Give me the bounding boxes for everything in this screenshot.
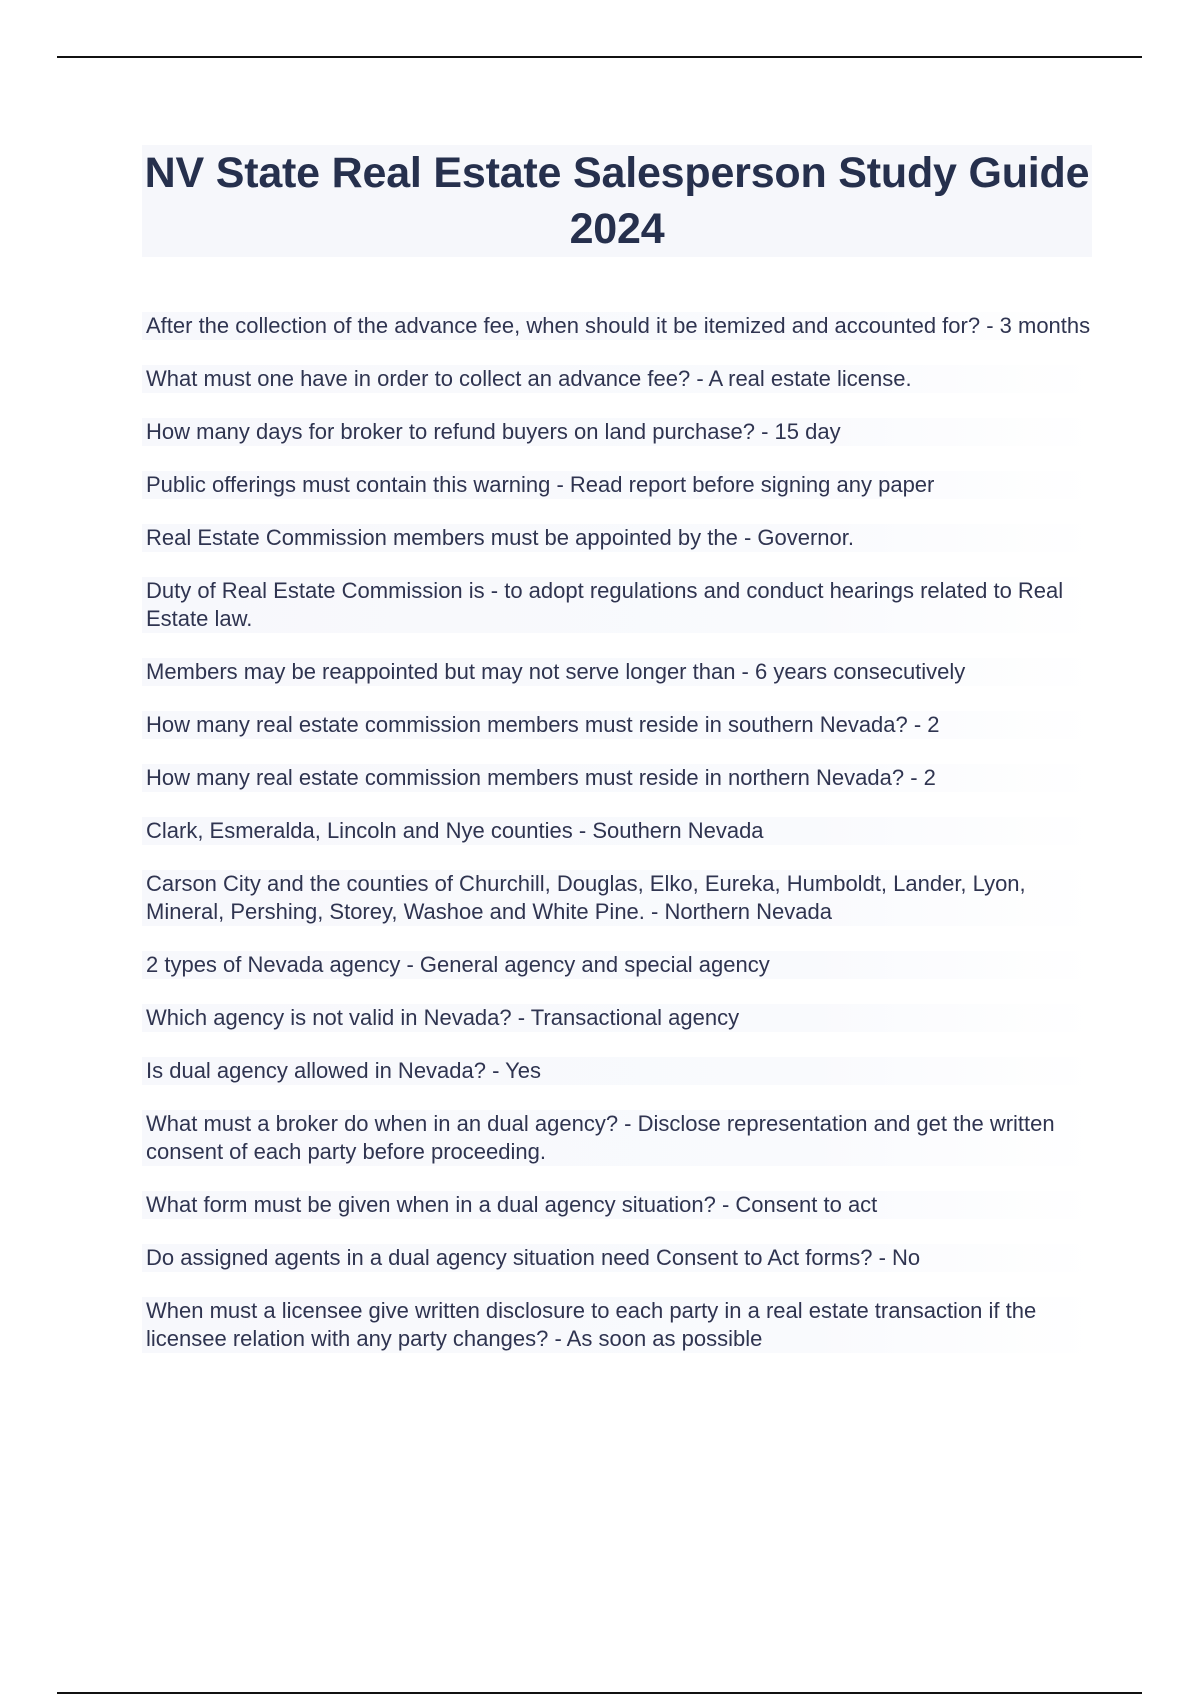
qa-text: Clark, Esmeralda, Lincoln and Nye counties - Southern Nevada bbox=[146, 818, 764, 843]
qa-text: How many real estate commission members must reside in northern Nevada? - 2 bbox=[146, 765, 936, 790]
qa-text: How many days for broker to refund buyers on land purchase? - 15 day bbox=[146, 419, 841, 444]
title-banner bbox=[142, 145, 1092, 257]
qa-item-14 bbox=[142, 1057, 1097, 1085]
qa-text: Is dual agency allowed in Nevada? - Yes bbox=[146, 1058, 542, 1083]
qa-item-11 bbox=[142, 870, 1097, 926]
qa-text: Carson City and the counties of Churchill, Douglas, Elko, Eureka, Humboldt, Lander, Lyon, Mineral, Pershing, Storey, Washoe and White Pine. - Northern Nevada bbox=[146, 871, 1026, 924]
qa-item-18 bbox=[142, 1297, 1097, 1353]
top-divider bbox=[57, 56, 1142, 58]
qa-item-7 bbox=[142, 658, 1097, 686]
qa-item-6 bbox=[142, 577, 1097, 633]
qa-text: What must a broker do when in an dual agency? - Disclose representation and get the written consent of each party before proceeding. bbox=[146, 1111, 1055, 1164]
qa-text: Public offerings must contain this warning - Read report before signing any paper bbox=[146, 472, 935, 497]
bottom-divider bbox=[57, 1692, 1142, 1694]
qa-text: Duty of Real Estate Commission is - to adopt regulations and conduct hearings related to Real Estate law. bbox=[146, 578, 1064, 631]
qa-item-2 bbox=[142, 365, 1097, 393]
qa-text: Do assigned agents in a dual agency situation need Consent to Act forms? - No bbox=[146, 1245, 921, 1270]
qa-item-8 bbox=[142, 711, 1097, 739]
qa-item-17 bbox=[142, 1244, 1097, 1272]
qa-item-9 bbox=[142, 764, 1097, 792]
qa-text: Which agency is not valid in Nevada? - Transactional agency bbox=[146, 1005, 740, 1030]
qa-item-15 bbox=[142, 1110, 1097, 1166]
qa-list bbox=[142, 312, 1097, 1378]
qa-text: What form must be given when in a dual agency situation? - Consent to act bbox=[146, 1192, 878, 1217]
qa-text: When must a licensee give written disclosure to each party in a real estate transaction if the licensee relation with any party changes? - As soon as possible bbox=[146, 1298, 1037, 1351]
qa-text: 2 types of Nevada agency - General agency and special agency bbox=[146, 952, 770, 977]
qa-text: Members may be reappointed but may not serve longer than - 6 years consecutively bbox=[146, 659, 966, 684]
qa-text: After the collection of the advance fee, when should it be itemized and accounted for? - 3 months bbox=[146, 313, 1091, 338]
qa-item-3 bbox=[142, 418, 1097, 446]
qa-item-4 bbox=[142, 471, 1097, 499]
qa-item-13 bbox=[142, 1004, 1097, 1032]
qa-item-16 bbox=[142, 1191, 1097, 1219]
qa-item-12 bbox=[142, 951, 1097, 979]
qa-text: How many real estate commission members must reside in southern Nevada? - 2 bbox=[146, 712, 940, 737]
page-title: NV State Real Estate Salesperson Study Guide 2024 bbox=[144, 149, 1090, 253]
qa-item-1 bbox=[142, 312, 1097, 340]
qa-text: What must one have in order to collect an advance fee? - A real estate license. bbox=[146, 366, 912, 391]
qa-item-10 bbox=[142, 817, 1097, 845]
qa-item-5 bbox=[142, 524, 1097, 552]
qa-text: Real Estate Commission members must be appointed by the - Governor. bbox=[146, 525, 854, 550]
